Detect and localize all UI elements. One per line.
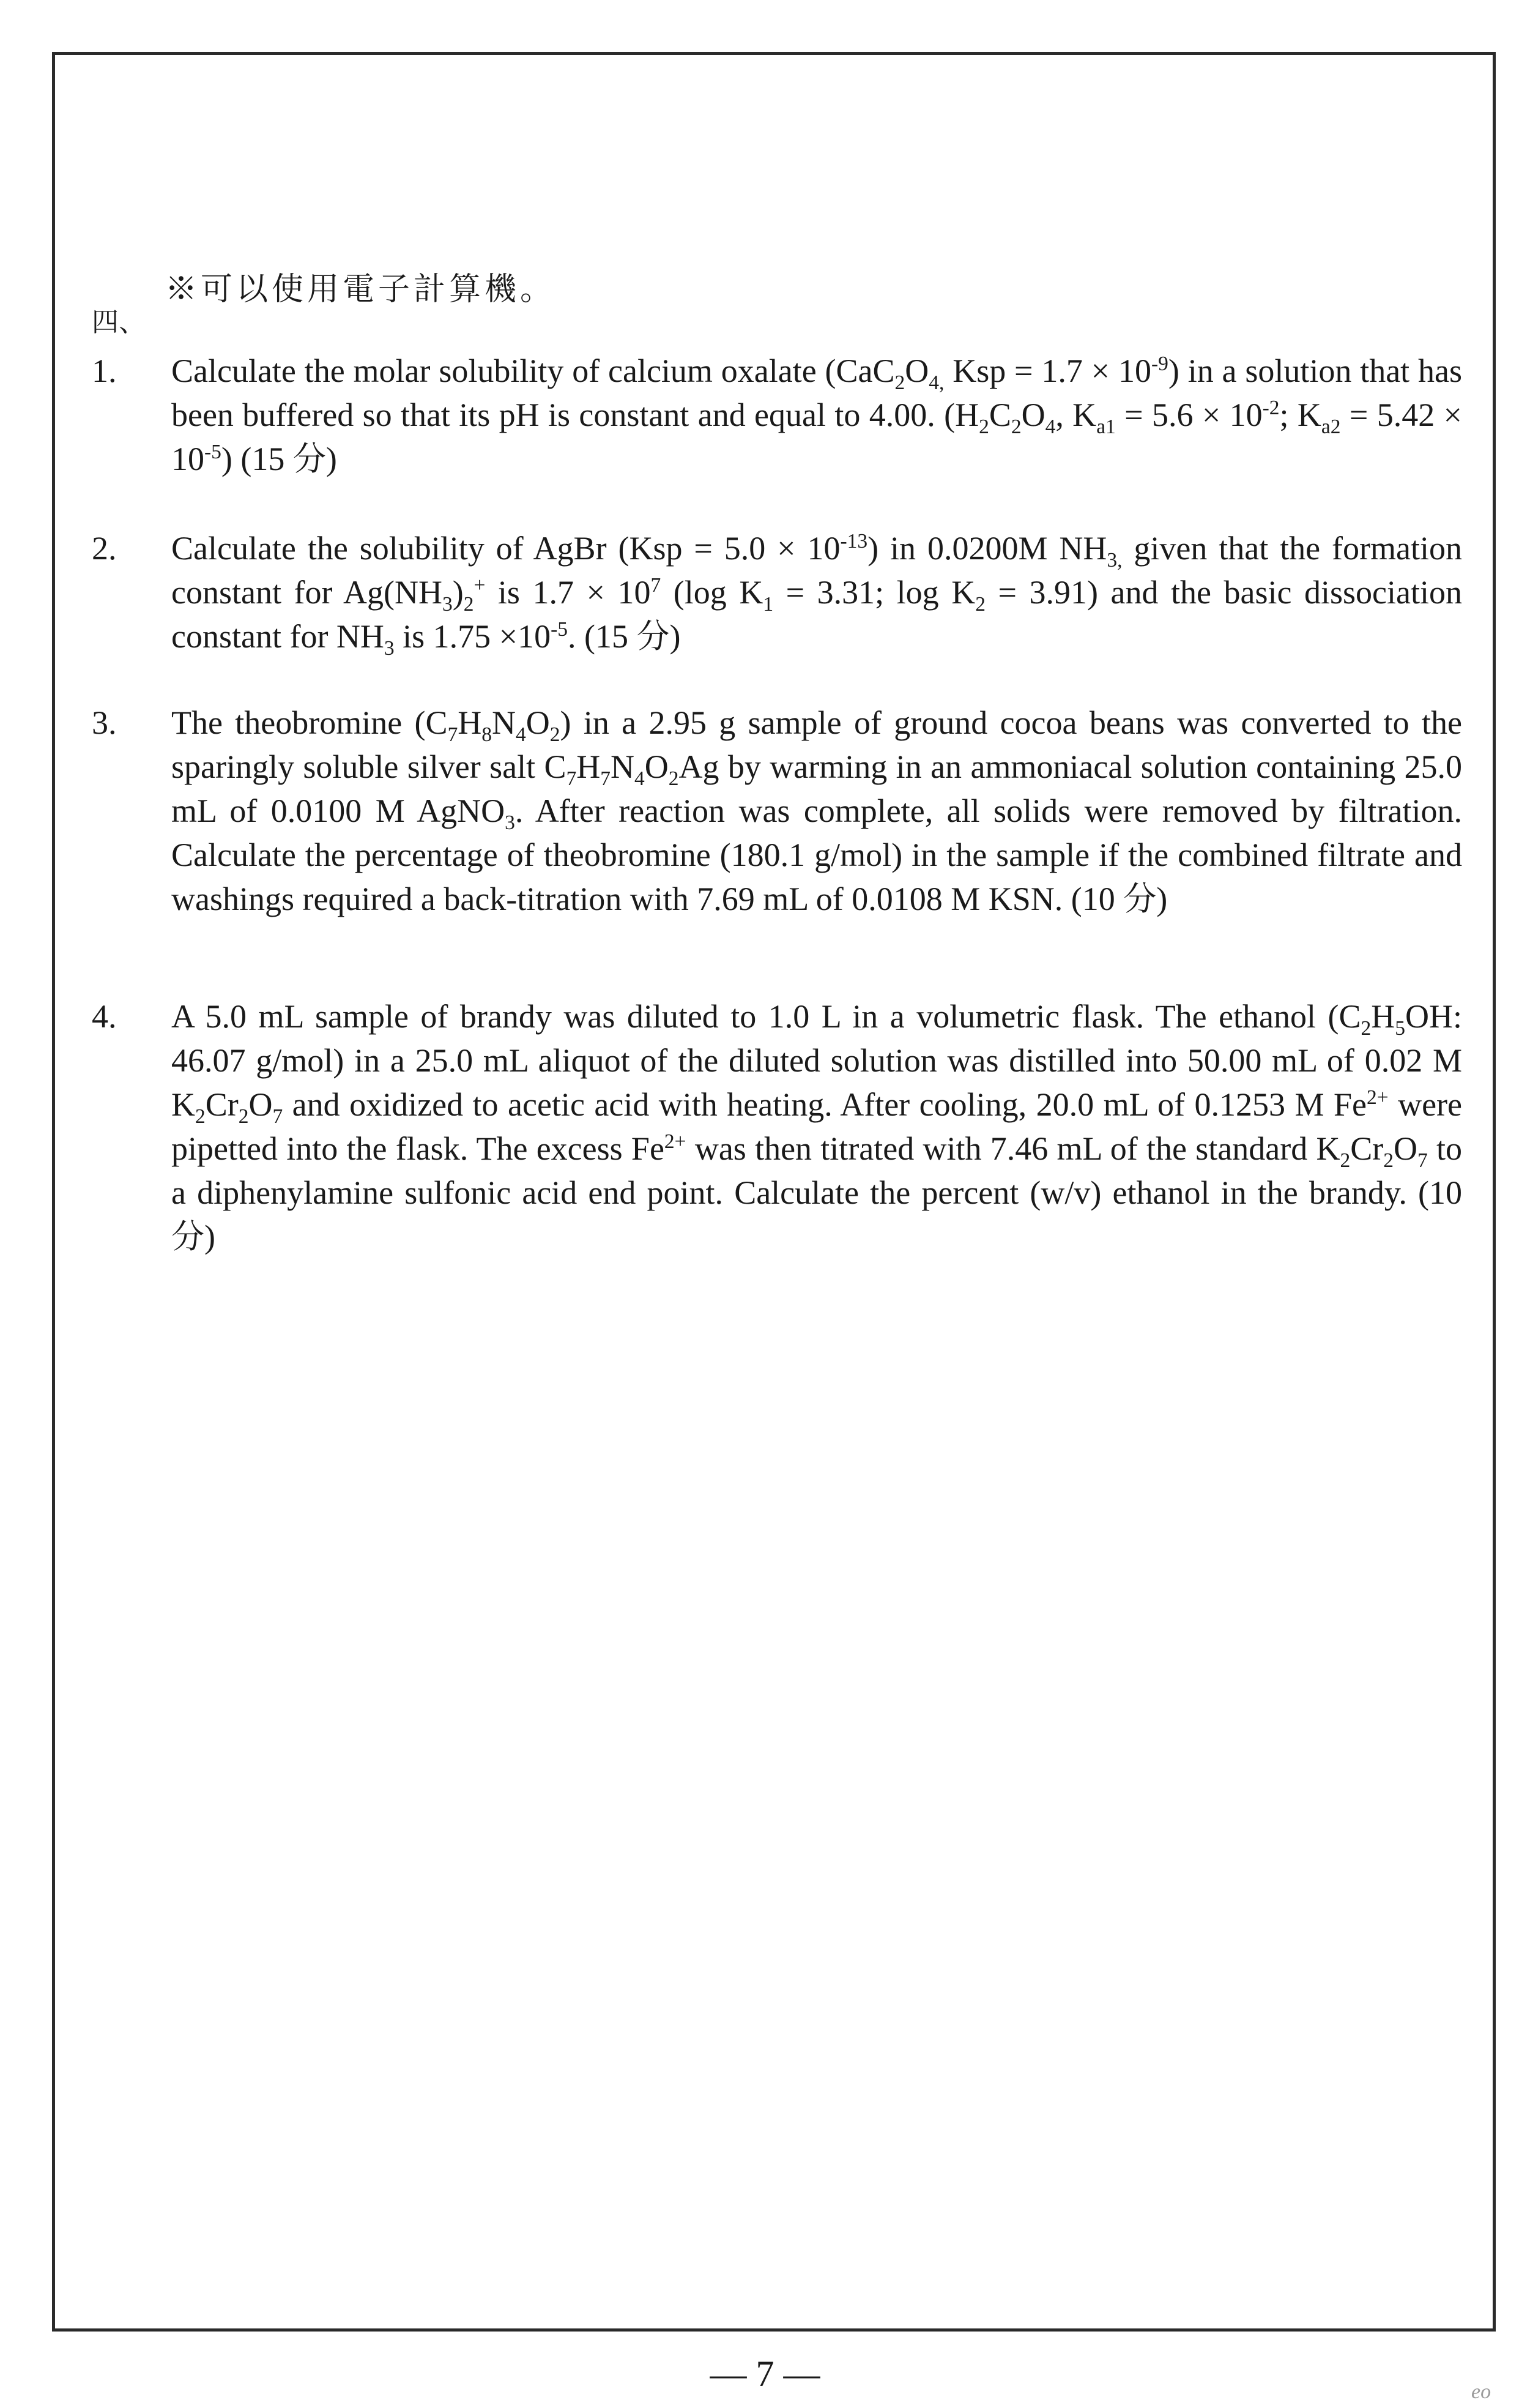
question-1: [92, 349, 1462, 481]
page-number: — 7 —: [710, 2354, 820, 2394]
question-3: [92, 701, 1462, 921]
question-text: A 5.0 mL sample of brandy was diluted to 1.0 L in a volumetric flask. The ethanol ($C_2H_5OH$: 46.07 g/mol) in a 25.0 mL aliquot of the diluted solution was distilled into 50.00 mL of 0.02 M $K_2Cr_2O_7$ and oxidized to acetic acid with heating. After cooling, 20.0 mL of 0.1253 M $Fe^{2+}$ were pipetted into the flask. The excess $Fe^{2+}$ was then titrated with 7.46 mL of the standard $K_2Cr_2O_7$ to a diphenylamine sulfonic acid end point. Calculate the percent (w/v) ethanol in the brandy. (10 分): [171, 998, 1462, 1255]
question-4: [92, 994, 1462, 1259]
question-text: The theobromine $(C_7H_8N_4O_2)$ in a 2.95 g sample of ground cocoa beans was converted to the sparingly soluble silver salt $C_7H_7N_4O_2Ag$ by warming in an ammoniacal solution containing 25.0 mL of 0.0100 M AgNO$_3$. After reaction was complete, all solids were removed by filtration. Calculate the percentage of theobromine (180.1 g/mol) in the sample if the combined filtrate and washings required a back-titration with 7.69 mL of 0.0108 M KSN. (10 分): [171, 704, 1463, 917]
section-label: 四、: [92, 307, 146, 338]
question-text: Calculate the solubility of AgBr $(Ksp = 5.0 \times 10^{-13})$ in 0.0200M $NH_{3,}$ given that the formation constant for $Ag(NH_3)_2^+$ is $1.7 \times 10^7$ (log $K_1 = 3.31$; $\log K_2 = 3.91$) and the basic dissociation constant for $NH_3$ is $1.75 \times 10^{-5}$. (15 分): [171, 530, 1463, 660]
corner-pencil-mark: eo: [1471, 2380, 1491, 2403]
question-number: 2.: [92, 530, 117, 567]
calculator-notice: ※可以使用電子計算機。: [165, 271, 556, 308]
question-2: [92, 526, 1462, 658]
question-number: 3.: [92, 704, 117, 741]
question-number: 1.: [92, 352, 117, 389]
question-number: 4.: [92, 998, 117, 1035]
question-text: Calculate the molar solubility of calcium oxalate ($CaC_2O_{4,}$ Ksp = $1.7 \times 10^{-9}$) in a solution that has been buffered so that its pH is constant and equal to 4.00. ($H_2C_2O_4$, $K_{a1} = 5.6 \times 10^{-2}$; $K_{a2} = 5.42 \times 10^{-5}$) (15 分): [171, 352, 1463, 477]
